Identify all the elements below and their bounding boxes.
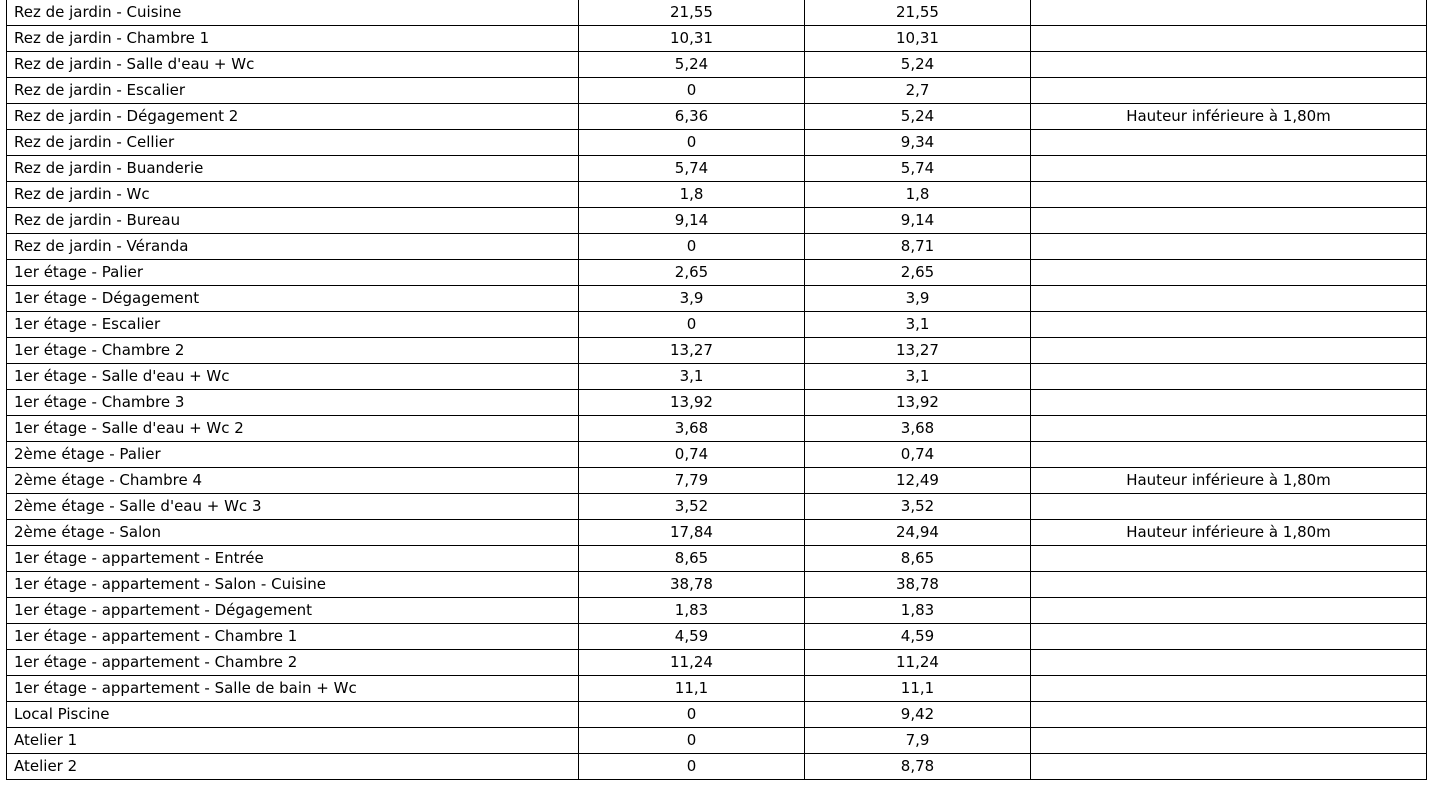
total-surface-value-cell: 10,31 — [805, 26, 1031, 52]
room-name-cell: 2ème étage - Salon — [7, 520, 579, 546]
surface-value-cell: 4,59 — [579, 624, 805, 650]
surface-value-cell: 3,68 — [579, 416, 805, 442]
note-cell — [1031, 78, 1427, 104]
note-cell — [1031, 676, 1427, 702]
total-surface-value-cell: 11,24 — [805, 650, 1031, 676]
room-name-cell: 2ème étage - Chambre 4 — [7, 468, 579, 494]
surface-value-cell: 13,27 — [579, 338, 805, 364]
table-row — [7, 546, 1427, 572]
table-row — [7, 702, 1427, 728]
surface-value-cell: 11,24 — [579, 650, 805, 676]
total-surface-value-cell: 2,65 — [805, 260, 1031, 286]
note-cell — [1031, 702, 1427, 728]
total-surface-value-cell: 12,49 — [805, 468, 1031, 494]
surface-value-cell: 21,55 — [579, 0, 805, 26]
total-surface-value-cell: 5,24 — [805, 104, 1031, 130]
table-row — [7, 260, 1427, 286]
total-surface-value-cell: 9,34 — [805, 130, 1031, 156]
table-row — [7, 78, 1427, 104]
total-surface-value-cell: 2,7 — [805, 78, 1031, 104]
note-cell — [1031, 364, 1427, 390]
note-cell — [1031, 650, 1427, 676]
table-row — [7, 676, 1427, 702]
total-surface-value-cell: 3,68 — [805, 416, 1031, 442]
surface-value-cell: 0,74 — [579, 442, 805, 468]
note-cell — [1031, 234, 1427, 260]
room-name-cell: Rez de jardin - Véranda — [7, 234, 579, 260]
total-surface-value-cell: 8,65 — [805, 546, 1031, 572]
note-cell — [1031, 494, 1427, 520]
note-cell: Hauteur inférieure à 1,80m — [1031, 104, 1427, 130]
room-name-cell: 1er étage - appartement - Chambre 2 — [7, 650, 579, 676]
table-row — [7, 234, 1427, 260]
total-surface-value-cell: 4,59 — [805, 624, 1031, 650]
room-name-cell: 1er étage - Palier — [7, 260, 579, 286]
surface-value-cell: 0 — [579, 130, 805, 156]
total-surface-value-cell: 5,74 — [805, 156, 1031, 182]
note-cell — [1031, 0, 1427, 26]
total-surface-value-cell: 5,24 — [805, 52, 1031, 78]
surface-value-cell: 38,78 — [579, 572, 805, 598]
note-cell — [1031, 182, 1427, 208]
note-cell — [1031, 546, 1427, 572]
table-row — [7, 754, 1427, 780]
surface-value-cell: 3,1 — [579, 364, 805, 390]
table-row — [7, 286, 1427, 312]
surface-value-cell: 1,83 — [579, 598, 805, 624]
room-name-cell: Rez de jardin - Bureau — [7, 208, 579, 234]
room-name-cell: Rez de jardin - Cellier — [7, 130, 579, 156]
surface-value-cell: 11,1 — [579, 676, 805, 702]
table-row — [7, 650, 1427, 676]
note-cell: Hauteur inférieure à 1,80m — [1031, 520, 1427, 546]
note-cell — [1031, 286, 1427, 312]
note-cell — [1031, 754, 1427, 780]
surface-value-cell: 0 — [579, 234, 805, 260]
room-name-cell: 1er étage - Chambre 2 — [7, 338, 579, 364]
surface-value-cell: 8,65 — [579, 546, 805, 572]
note-cell — [1031, 416, 1427, 442]
table-row — [7, 416, 1427, 442]
total-surface-value-cell: 1,83 — [805, 598, 1031, 624]
surface-value-cell: 5,74 — [579, 156, 805, 182]
total-surface-value-cell: 9,42 — [805, 702, 1031, 728]
table-row — [7, 520, 1427, 546]
room-name-cell: 2ème étage - Palier — [7, 442, 579, 468]
room-name-cell: 2ème étage - Salle d'eau + Wc 3 — [7, 494, 579, 520]
table-row — [7, 130, 1427, 156]
table-row — [7, 598, 1427, 624]
table-row — [7, 26, 1427, 52]
surface-value-cell: 7,79 — [579, 468, 805, 494]
table-row — [7, 468, 1427, 494]
surface-value-cell: 17,84 — [579, 520, 805, 546]
room-name-cell: 1er étage - Escalier — [7, 312, 579, 338]
total-surface-value-cell: 13,27 — [805, 338, 1031, 364]
note-cell — [1031, 312, 1427, 338]
total-surface-value-cell: 3,52 — [805, 494, 1031, 520]
surface-value-cell: 5,24 — [579, 52, 805, 78]
room-name-cell: 1er étage - Dégagement — [7, 286, 579, 312]
surface-value-cell: 1,8 — [579, 182, 805, 208]
total-surface-value-cell: 8,78 — [805, 754, 1031, 780]
table-row — [7, 364, 1427, 390]
surface-value-cell: 9,14 — [579, 208, 805, 234]
table-row — [7, 182, 1427, 208]
room-name-cell: Atelier 1 — [7, 728, 579, 754]
note-cell — [1031, 390, 1427, 416]
total-surface-value-cell: 3,9 — [805, 286, 1031, 312]
table-row — [7, 208, 1427, 234]
room-name-cell: Rez de jardin - Chambre 1 — [7, 26, 579, 52]
note-cell — [1031, 156, 1427, 182]
table-row — [7, 572, 1427, 598]
room-name-cell: Rez de jardin - Cuisine — [7, 0, 579, 26]
room-name-cell: Atelier 2 — [7, 754, 579, 780]
table-row — [7, 728, 1427, 754]
note-cell: Hauteur inférieure à 1,80m — [1031, 468, 1427, 494]
table-row — [7, 442, 1427, 468]
note-cell — [1031, 208, 1427, 234]
table-row — [7, 390, 1427, 416]
total-surface-value-cell: 3,1 — [805, 364, 1031, 390]
room-name-cell: 1er étage - Salle d'eau + Wc — [7, 364, 579, 390]
note-cell — [1031, 26, 1427, 52]
surface-value-cell: 13,92 — [579, 390, 805, 416]
surface-table — [6, 0, 1427, 780]
surface-value-cell: 2,65 — [579, 260, 805, 286]
surface-value-cell: 0 — [579, 702, 805, 728]
surface-value-cell: 3,52 — [579, 494, 805, 520]
surface-value-cell: 0 — [579, 78, 805, 104]
table-row — [7, 0, 1427, 26]
table-row — [7, 338, 1427, 364]
surface-value-cell: 3,9 — [579, 286, 805, 312]
note-cell — [1031, 52, 1427, 78]
room-name-cell: 1er étage - appartement - Entrée — [7, 546, 579, 572]
room-name-cell: Rez de jardin - Escalier — [7, 78, 579, 104]
room-name-cell: 1er étage - Salle d'eau + Wc 2 — [7, 416, 579, 442]
surface-value-cell: 0 — [579, 728, 805, 754]
note-cell — [1031, 130, 1427, 156]
surface-table-body — [7, 0, 1427, 780]
room-name-cell: Rez de jardin - Buanderie — [7, 156, 579, 182]
note-cell — [1031, 338, 1427, 364]
total-surface-value-cell: 7,9 — [805, 728, 1031, 754]
total-surface-value-cell: 21,55 — [805, 0, 1031, 26]
note-cell — [1031, 728, 1427, 754]
note-cell — [1031, 598, 1427, 624]
table-row — [7, 156, 1427, 182]
note-cell — [1031, 624, 1427, 650]
room-name-cell: Local Piscine — [7, 702, 579, 728]
total-surface-value-cell: 38,78 — [805, 572, 1031, 598]
total-surface-value-cell: 13,92 — [805, 390, 1031, 416]
table-row — [7, 104, 1427, 130]
total-surface-value-cell: 3,1 — [805, 312, 1031, 338]
surface-value-cell: 0 — [579, 312, 805, 338]
total-surface-value-cell: 8,71 — [805, 234, 1031, 260]
room-name-cell: 1er étage - appartement - Dégagement — [7, 598, 579, 624]
room-name-cell: 1er étage - appartement - Salon - Cuisine — [7, 572, 579, 598]
total-surface-value-cell: 1,8 — [805, 182, 1031, 208]
room-name-cell: 1er étage - Chambre 3 — [7, 390, 579, 416]
room-name-cell: 1er étage - appartement - Chambre 1 — [7, 624, 579, 650]
total-surface-value-cell: 0,74 — [805, 442, 1031, 468]
total-surface-value-cell: 24,94 — [805, 520, 1031, 546]
total-surface-value-cell: 11,1 — [805, 676, 1031, 702]
table-row — [7, 624, 1427, 650]
note-cell — [1031, 260, 1427, 286]
room-name-cell: Rez de jardin - Salle d'eau + Wc — [7, 52, 579, 78]
note-cell — [1031, 442, 1427, 468]
surface-value-cell: 10,31 — [579, 26, 805, 52]
surface-value-cell: 6,36 — [579, 104, 805, 130]
note-cell — [1031, 572, 1427, 598]
room-name-cell: Rez de jardin - Wc — [7, 182, 579, 208]
table-row — [7, 52, 1427, 78]
total-surface-value-cell: 9,14 — [805, 208, 1031, 234]
surface-value-cell: 0 — [579, 754, 805, 780]
table-row — [7, 494, 1427, 520]
room-name-cell: 1er étage - appartement - Salle de bain + Wc — [7, 676, 579, 702]
room-name-cell: Rez de jardin - Dégagement 2 — [7, 104, 579, 130]
table-row — [7, 312, 1427, 338]
